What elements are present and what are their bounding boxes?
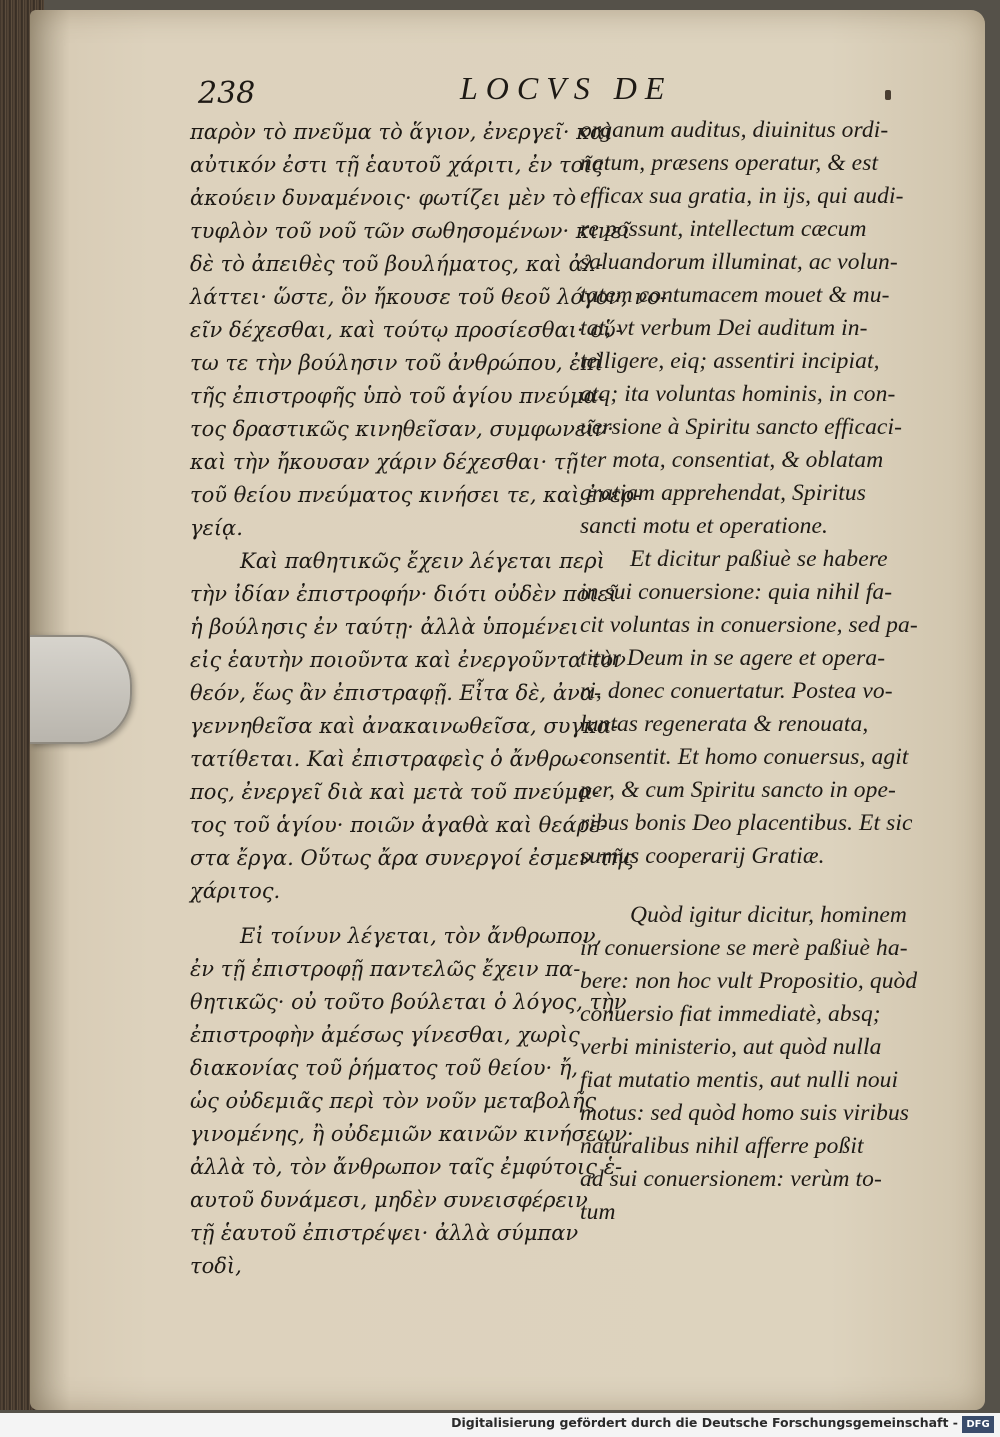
text-line: saluandorum illuminat, ac volun- (580, 249, 898, 275)
text-line: Quòd igitur dicitur, hominem (630, 902, 907, 928)
text-line: efficax sua gratia, in ijs, qui audi- (580, 183, 904, 209)
text-line: ri, donec conuertatur. Postea vo- (580, 678, 893, 704)
text-line: sancti motu et operatione. (580, 513, 829, 539)
text-line: Καὶ παθητικῶς ἔχειν λέγεται περὶ (240, 549, 605, 573)
text-line: ἐπιστροφὴν ἀμέσως γίνεσθαι, χωρὶς (190, 1023, 580, 1047)
text-line: tum (580, 1199, 616, 1225)
latin-paragraph-2 (580, 543, 935, 873)
text-line: naturalibus nihil afferre poßit (580, 1133, 864, 1159)
text-line: στα ἔργα. Οὕτως ἄρα συνεργοί ἐσμεν τῆς (190, 846, 635, 870)
text-line: gratiam apprehendat, Spiritus (580, 480, 866, 506)
text-line: tat, vt verbum Dei auditum in- (580, 315, 868, 341)
latin-paragraph-3 (580, 899, 935, 1229)
footer-credit: Digitalisierung gefördert durch die Deutsche Forschungsgemeinschaft - (451, 1415, 958, 1430)
text-line: tatem contumacem mouet & mu- (580, 282, 890, 308)
footer-bar (0, 1413, 1000, 1437)
text-line: αὐτικόν ἐστι τῇ ἑαυτοῦ χάριτι, ἐν τοῖς (190, 153, 604, 177)
text-line: re possunt, intellectum cæcum (580, 216, 867, 242)
text-line: γείᾳ. (190, 516, 243, 540)
text-line: λάττει· ὥστε, ὃν ἤκουσε τοῦ θεοῦ λόγον, νο- (190, 285, 667, 309)
text-line: πος, ἐνεργεῖ διὰ καὶ μετὰ τοῦ πνεύμα- (190, 780, 600, 804)
running-head: LOCVS DE (460, 70, 673, 106)
text-line: Εἰ τοίνυν λέγεται, τὸν ἄνθρωπον, (240, 924, 603, 948)
text-line: titur Deum in se agere et opera- (580, 645, 886, 671)
text-line: consentit. Et homo conuersus, agit (580, 744, 909, 770)
text-line: Et dicitur paßiuè se habere (630, 546, 888, 572)
text-line: τοῦ θείου πνεύματος κινήσει τε, καὶ ἐνερ- (190, 483, 641, 507)
text-line: uersione à Spiritu sancto efficaci- (580, 414, 903, 440)
text-line: ter mota, consentiat, & oblatam (580, 447, 884, 473)
text-line: motus: sed quòd homo suis viribus (580, 1100, 910, 1126)
text-line: ad sui conuersionem: verùm to- (580, 1166, 882, 1192)
greek-paragraph-1 (190, 116, 667, 545)
text-line: δὲ τὸ ἀπειθὲς τοῦ βουλήματος, καὶ ἀλ- (190, 252, 604, 276)
paragraph-gap (580, 873, 935, 899)
text-line: ribus bonis Deo placentibus. Et sic (580, 810, 913, 836)
text-line: θητικῶς· οὐ τοῦτο βούλεται ὁ λόγος, τὴν (190, 990, 627, 1014)
text-line: γινομένης, ἢ οὐδεμιῶν καινῶν κινήσεων· (190, 1122, 634, 1146)
text-line: bere: non hoc vult Propositio, quòd (580, 968, 918, 994)
text-line: παρὸν τὸ πνεῦμα τὸ ἅγιον, ἐνεργεῖ· καὶ (190, 120, 613, 144)
text-line: per, & cum Spiritu sancto in ope- (580, 777, 896, 803)
latin-paragraph-1 (580, 114, 935, 543)
text-line: luntas regenerata & renouata, (580, 711, 869, 737)
text-line: ἀκούειν δυναμένοις· φωτίζει μὲν τὸ (190, 186, 577, 210)
text-line: in sui conuersione: quia nihil fa- (580, 579, 893, 605)
text-line: διακονίας τοῦ ῥήματος τοῦ θείου· ἤ, (190, 1056, 579, 1080)
text-line: τω τε τὴν βούλησιν τοῦ ἀνθρώπου, ἐπὶ (190, 351, 603, 375)
text-line: cit voluntas in conuersione, sed pa- (580, 612, 918, 638)
text-line: τοδὶ, (190, 1254, 242, 1278)
latin-column (580, 114, 935, 1229)
text-line: εἰς ἑαυτὴν ποιοῦντα καὶ ἐνεργοῦντα τὸν (190, 648, 626, 672)
text-line: atq; ita voluntas hominis, in con- (580, 381, 896, 407)
text-line: χάριτος. (190, 879, 281, 903)
text-line: verbi ministerio, aut quòd nulla (580, 1034, 882, 1060)
text-line: τῆς ἐπιστροφῆς ὑπὸ τοῦ ἁγίου πνεύμα- (190, 384, 605, 408)
margin-mark (885, 90, 891, 100)
text-line: καὶ τὴν ἤκουσαν χάριν δέχεσθαι· τῇ (190, 450, 578, 474)
text-line: ἀλλὰ τὸ, τὸν ἄνθρωπον ταῖς ἐμφύτοις ἑ- (190, 1155, 623, 1179)
paragraph-gap (190, 908, 565, 920)
dfg-logo: DFG (962, 1416, 994, 1433)
text-line: sumus cooperarij Gratiæ. (580, 843, 825, 869)
text-line: conuersio fiat immediatè, absq; (580, 1001, 881, 1027)
text-line: telligere, eiq; assentiri incipiat, (580, 348, 880, 374)
text-line: τος τοῦ ἁγίου· ποιῶν ἀγαθὰ καὶ θεάρε- (190, 813, 608, 837)
text-line: organum auditus, diuinitus ordi- (580, 117, 889, 143)
text-line: in conuersione se merè paßiuè ha- (580, 935, 908, 961)
page-clip (30, 635, 132, 744)
text-line: natum, præsens operatur, & est (580, 150, 879, 176)
page-number: 238 (198, 76, 256, 111)
text-line: fiat mutatio mentis, aut nulli noui (580, 1067, 899, 1093)
text-line: τῇ ἑαυτοῦ ἐπιστρέψει· ἀλλὰ σύμπαν (190, 1221, 579, 1245)
text-line: τὴν ἰδίαν ἐπιστροφήν· διότι οὐδὲν ποιεῖ (190, 582, 618, 606)
text-line: εῖν δέχεσθαι, καὶ τούτῳ προσίεσθαι· οὕ- (190, 318, 623, 342)
text-line: ἐν τῇ ἐπιστροφῇ παντελῶς ἔχειν πα- (190, 957, 581, 981)
text-line: τατίθεται. Καὶ ἐπιστραφεὶς ὁ ἄνθρω- (190, 747, 586, 771)
text-line: γεννηθεῖσα καὶ ἀνακαινωθεῖσα, συγκα- (190, 714, 619, 738)
greek-paragraph-2 (190, 545, 635, 908)
text-line: τυφλὸν τοῦ νοῦ τῶν σωθησομένων· κινεῖ (190, 219, 631, 243)
text-line: ὡς οὐδεμιᾶς περὶ τὸν νοῦν μεταβολῆς (190, 1089, 597, 1113)
text-line: τος δραστικῶς κινηθεῖσαν, συμφωνεῖν· (190, 417, 614, 441)
text-line: αυτοῦ δυνάμεσι, μηδὲν συνεισφέρειν (190, 1188, 588, 1212)
text-line: θεόν, ἕως ἂν ἐπιστραφῇ. Εἶτα δὲ, ἀνα- (190, 681, 602, 705)
text-line: ἡ βούλησις ἐν ταύτῃ· ἀλλὰ ὑπομένει (190, 615, 579, 639)
